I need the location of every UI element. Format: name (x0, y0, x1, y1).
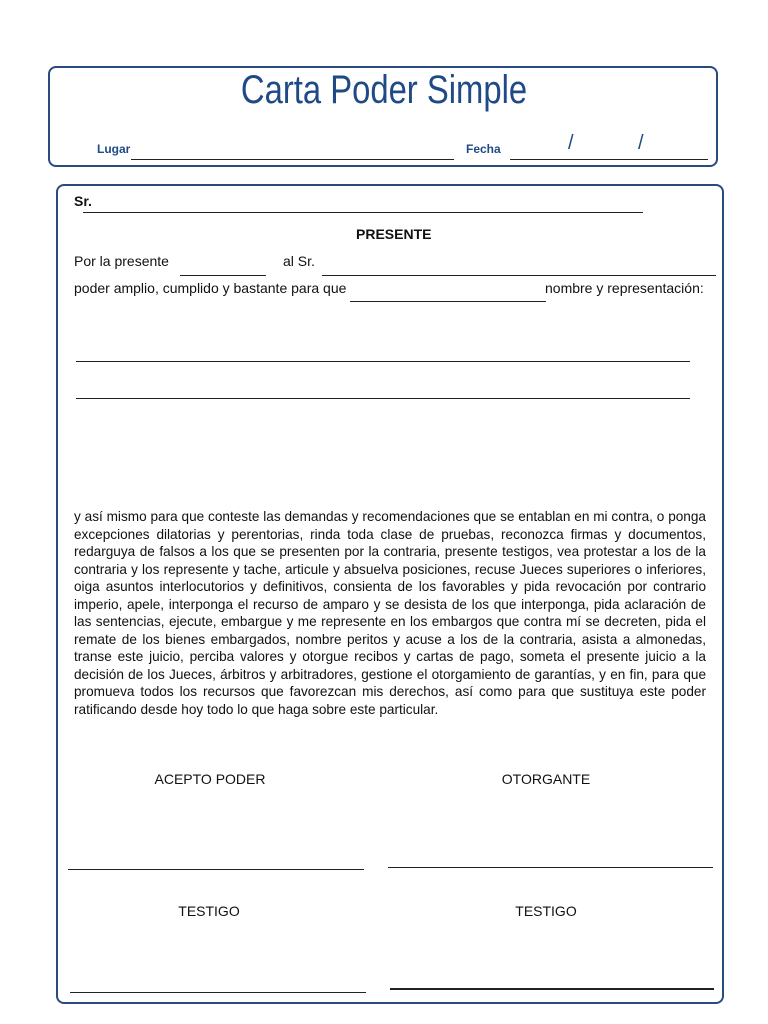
otorgante-label: OTORGANTE (501, 771, 591, 787)
apoderado-name-field[interactable] (322, 275, 716, 276)
nombre-representacion-label: nombre y representación: (545, 280, 704, 296)
fecha-field[interactable] (510, 159, 708, 160)
al-sr-label: al Sr. (283, 253, 315, 269)
presente-heading: PRESENTE (356, 226, 432, 242)
date-separator-1: / (568, 132, 574, 154)
lugar-field[interactable] (131, 159, 454, 160)
testigo-right-signature-line[interactable] (390, 988, 714, 990)
en-mi-field[interactable] (350, 301, 546, 302)
representation-line-2[interactable] (76, 398, 690, 399)
testigo-right-label: TESTIGO (515, 903, 577, 919)
poder-amplio-label: poder amplio, cumplido y bastante para que (74, 280, 347, 296)
otorgante-name-field[interactable] (180, 275, 266, 276)
otorgante-signature-line[interactable] (388, 867, 713, 868)
representation-line-1[interactable] (76, 361, 690, 362)
lugar-label: Lugar (97, 142, 131, 156)
testigo-left-signature-line[interactable] (70, 992, 366, 993)
acepto-poder-label: ACEPTO PODER (154, 771, 266, 787)
acepto-poder-signature-line[interactable] (68, 869, 364, 870)
fecha-label: Fecha (466, 142, 501, 156)
sr-label: Sr. (74, 193, 92, 209)
sr-field[interactable] (83, 212, 643, 213)
powers-paragraph: y así mismo para que conteste las demandas y recomendaciones que se entablan en mi contra, o ponga excepciones dilatorias y perentorias, rinda toda clase de pruebas, reconozca firmas y documentos, redarguya de falsos a los que se presenten por la contraria, presente testigos, vea protestar a los de la contraria y los represente y tache, articule y absuelva posiciones, recuse Jueces superiores o inferiores, oiga asuntos interlocutorios y definitivos, consienta de los favorables y pida revocación por contrario imperio, apele, interponga el recurso de amparo y se desista de los que interponga, pida aclaración de las sentencias, ejecute, embargue y me represente en los embargos que contra mí se decreten, pida el remate de los bienes embargados, nombre peritos y acuse a los de la contraria, asista a almonedas, transe este juicio, perciba valores y otorgue recibos y cartas de pago, someta el presente juicio a la decisión de los Jueces, árbitros y arbitradores, gestione el otorgamiento de garantías, y en fin, para que promueva todos los recursos que favorezcan mis derechos, así como para que sustituya este poder ratificando desde hoy todo lo que haga sobre este particular. (74, 509, 706, 717)
por-la-presente-label: Por la presente (74, 253, 169, 269)
date-separator-2: / (638, 132, 644, 154)
testigo-left-label: TESTIGO (178, 903, 240, 919)
page-title: Carta Poder Simple (240, 68, 528, 112)
